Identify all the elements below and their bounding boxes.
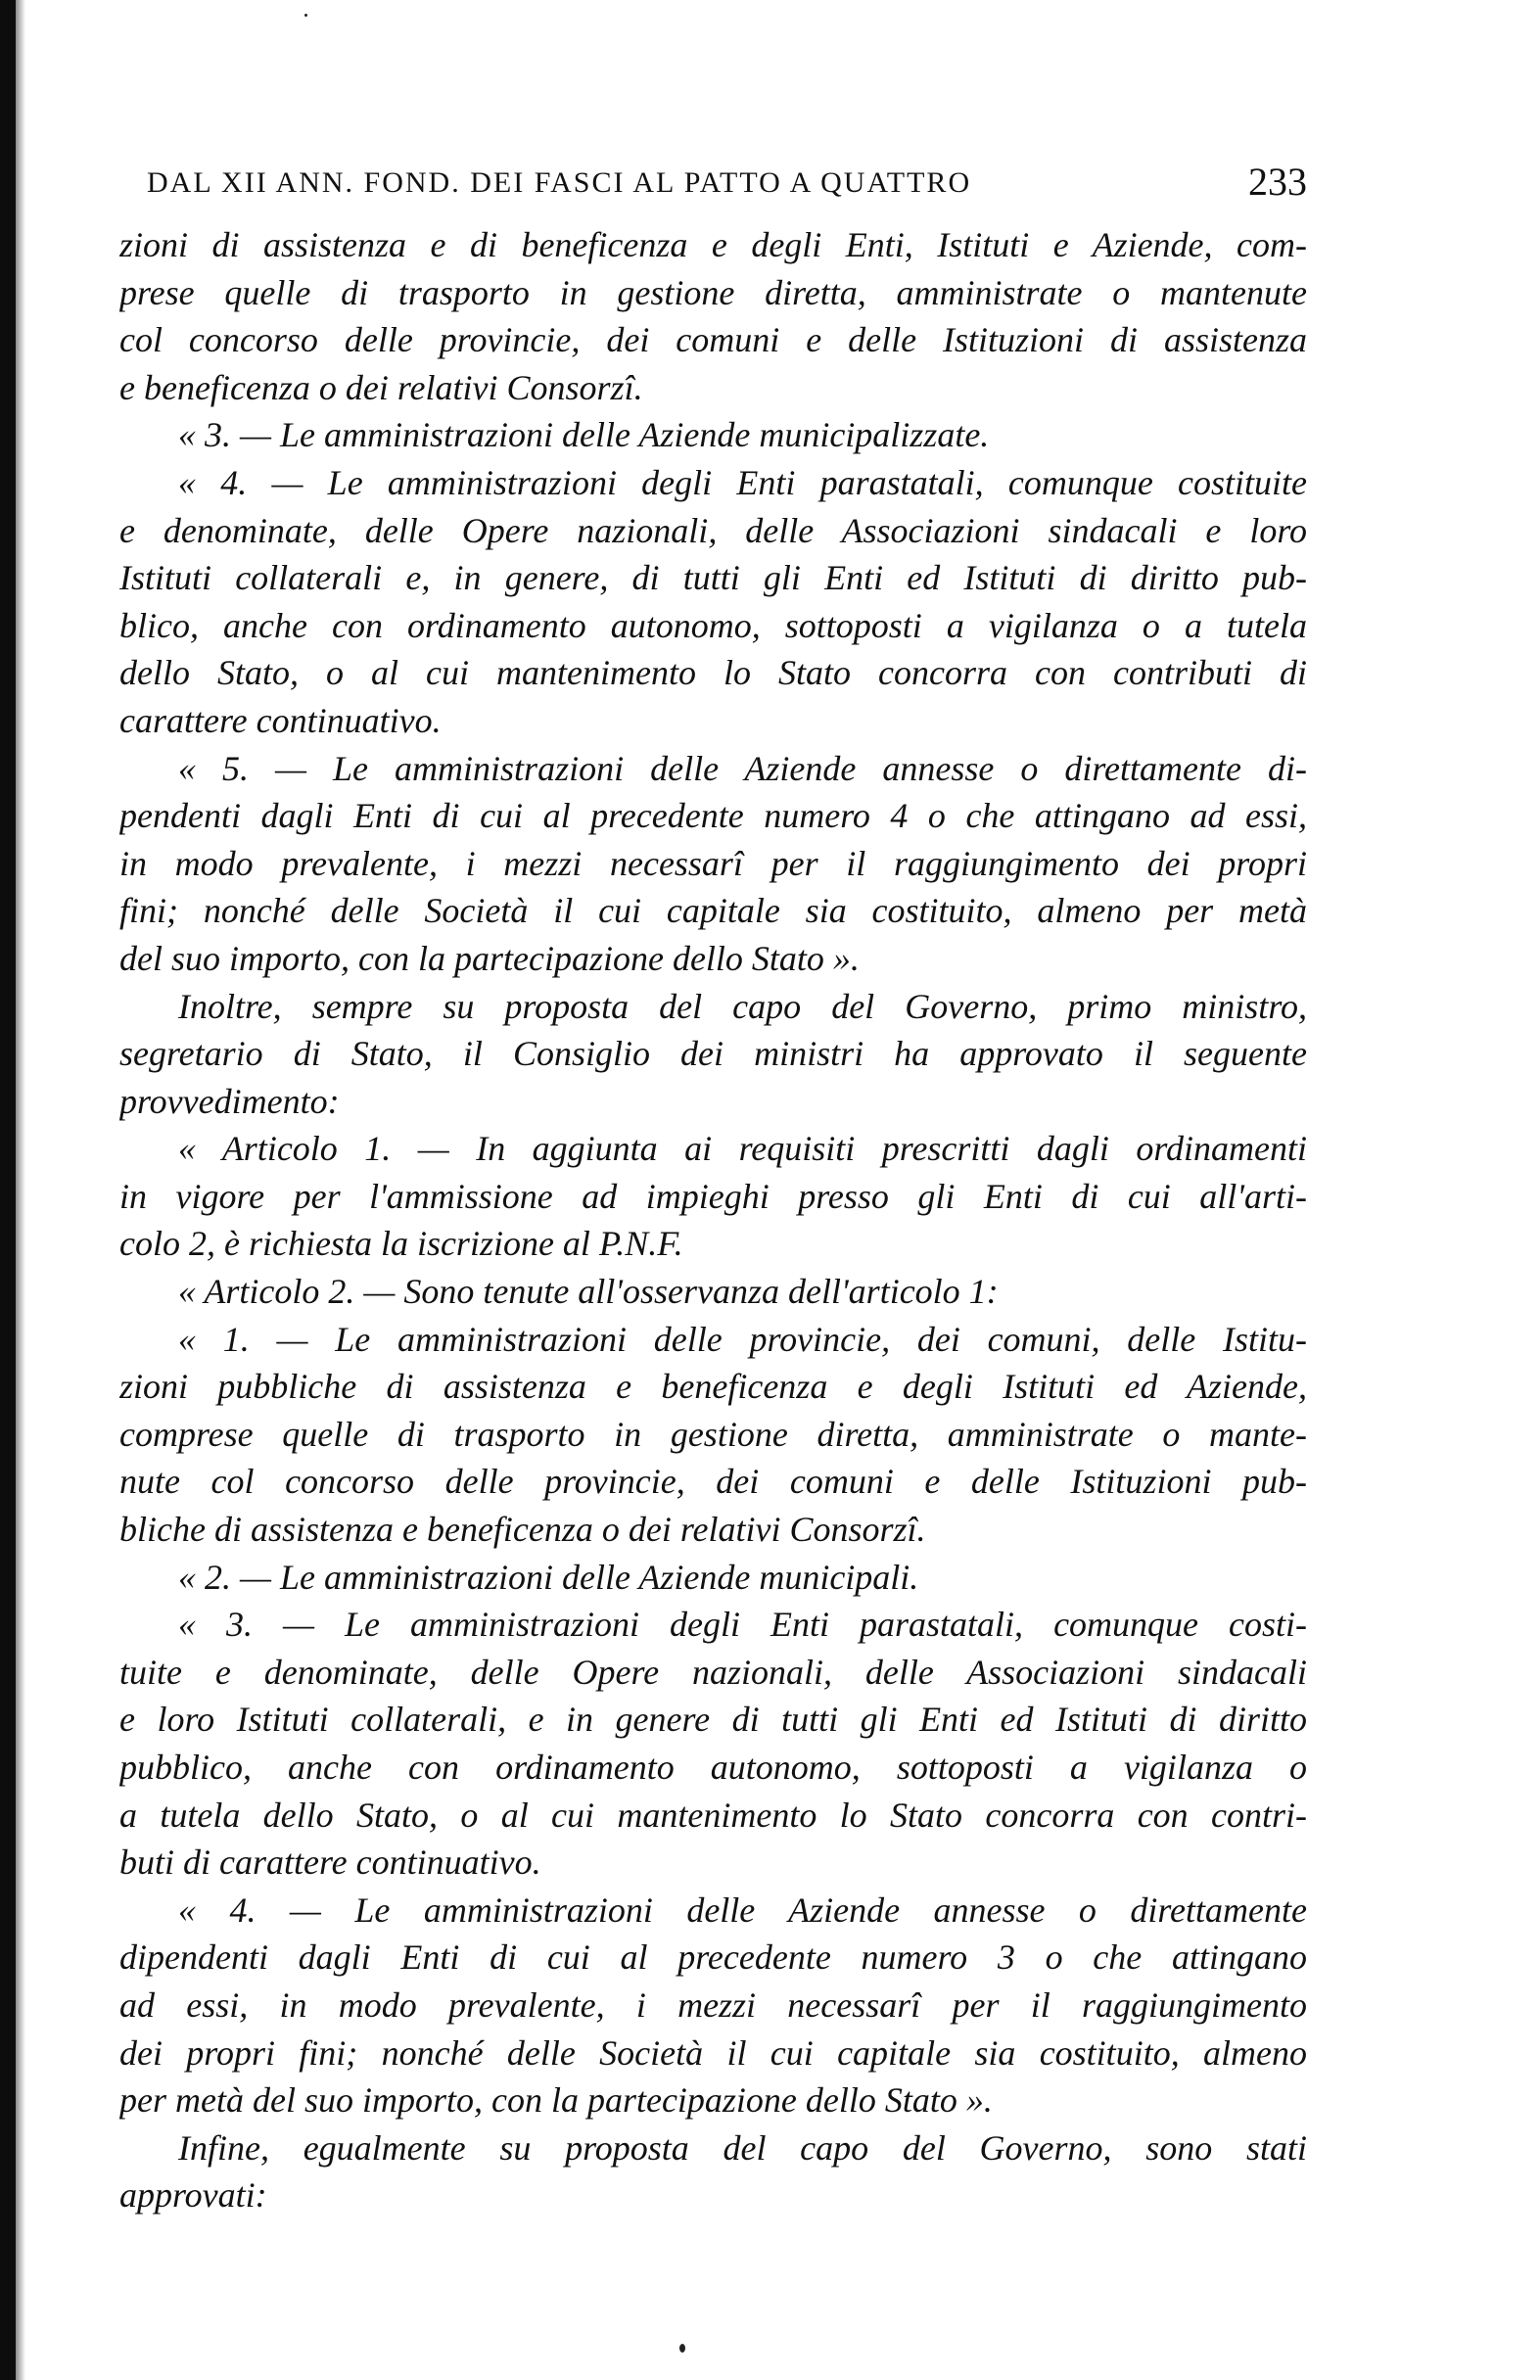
running-title: DAL XII ANN. FOND. DEI FASCI AL PATTO A QUATTRO bbox=[147, 166, 972, 199]
text-line: « 1. — Le amministrazioni delle provincie, dei comuni, delle Istitu- bbox=[178, 1319, 1307, 1359]
text-line: col concorso delle provincie, dei comuni e delle Istituzioni di assistenza bbox=[119, 320, 1307, 360]
text-line: « 3. — Le amministrazioni degli Enti parastatali, comunque costi- bbox=[178, 1605, 1307, 1645]
text-line: « 2. — Le amministrazioni delle Aziende municipali. bbox=[178, 1557, 919, 1597]
text-line: dei propri fini; nonché delle Società il cui capitale sia costituito, almeno bbox=[119, 2032, 1307, 2073]
text-line: dipendenti dagli Enti di cui al precedente numero 3 o che attingano bbox=[119, 1937, 1307, 1978]
text-line: « 4. — Le amministrazioni delle Aziende annesse o direttamente bbox=[178, 1890, 1307, 1930]
text-line: buti di carattere continuativo. bbox=[119, 1843, 541, 1883]
text-line: blico, anche con ordinamento autonomo, sottoposti a vigilanza o a tutela bbox=[119, 605, 1307, 645]
text-line: approvati: bbox=[119, 2175, 267, 2216]
text-line: e denominate, delle Opere nazionali, delle Associazioni sindacali e loro bbox=[119, 510, 1307, 550]
ink-speck bbox=[304, 14, 307, 17]
text-line: bliche di assistenza e beneficenza o dei relativi Consorzî. bbox=[119, 1510, 926, 1550]
text-line: pendenti dagli Enti di cui al precedente numero 4 o che attingano ad essi, bbox=[119, 796, 1307, 836]
text-line: tuite e denominate, delle Opere nazionali, delle Associazioni sindacali bbox=[119, 1652, 1307, 1692]
text-line: ad essi, in modo prevalente, i mezzi necessarî per il raggiungimento bbox=[119, 1984, 1307, 2025]
text-line: del suo importo, con la partecipazione dello Stato ». bbox=[119, 938, 860, 978]
text-line: per metà del suo importo, con la partecipazione dello Stato ». bbox=[119, 2080, 993, 2121]
text-line: « Articolo 1. — In aggiunta ai requisiti prescritti dagli ordinamenti bbox=[178, 1129, 1307, 1169]
text-line: zioni pubbliche di assistenza e beneficenza e degli Istituti ed Aziende, bbox=[119, 1367, 1307, 1407]
text-line: « 3. — Le amministrazioni delle Aziende municipalizzate. bbox=[178, 415, 990, 455]
text-line: « 5. — Le amministrazioni delle Aziende annesse o direttamente di- bbox=[178, 748, 1307, 788]
binding-shadow bbox=[16, 0, 25, 2380]
book-binding-edge bbox=[0, 0, 16, 2380]
text-line: provvedimento: bbox=[119, 1081, 340, 1121]
ink-speck bbox=[679, 2344, 685, 2353]
text-line: a tutela dello Stato, o al cui mantenimento lo Stato concorra con contri- bbox=[119, 1795, 1307, 1835]
text-line: prese quelle di trasporto in gestione diretta, amministrate o mantenute bbox=[119, 272, 1307, 312]
text-line: e loro Istituti collaterali, e in genere di tutti gli Enti ed Istituti di diritto bbox=[119, 1700, 1307, 1740]
text-line: e beneficenza o dei relativi Consorzî. bbox=[119, 367, 643, 407]
text-line: « Articolo 2. — Sono tenute all'osservanza dell'articolo 1: bbox=[178, 1272, 999, 1312]
page-number: 233 bbox=[1248, 160, 1307, 204]
body-text bbox=[119, 221, 1307, 2219]
text-line: in vigore per l'ammissione ad impieghi presso gli Enti di cui all'arti- bbox=[119, 1176, 1307, 1216]
text-line: Infine, egualmente su proposta del capo del Governo, sono stati bbox=[178, 2127, 1307, 2168]
text-line: colo 2, è richiesta la iscrizione al P.N.F. bbox=[119, 1224, 683, 1264]
running-head bbox=[147, 159, 1307, 208]
text-line: nute col concorso delle provincie, dei comuni e delle Istituzioni pub- bbox=[119, 1462, 1307, 1502]
text-line: carattere continuativo. bbox=[119, 700, 442, 740]
text-line: segretario di Stato, il Consiglio dei ministri ha approvato il seguente bbox=[119, 1034, 1307, 1074]
text-line: « 4. — Le amministrazioni degli Enti parastatali, comunque costituite bbox=[178, 462, 1307, 502]
text-line: in modo prevalente, i mezzi necessarî per il raggiungimento dei propri bbox=[119, 843, 1307, 883]
text-line: comprese quelle di trasporto in gestione diretta, amministrate o mante- bbox=[119, 1414, 1307, 1454]
text-line: pubblico, anche con ordinamento autonomo, sottoposti a vigilanza o bbox=[119, 1748, 1307, 1787]
text-line: Inoltre, sempre su proposta del capo del Governo, primo ministro, bbox=[178, 986, 1307, 1026]
text-line: Istituti collaterali e, in genere, di tutti gli Enti ed Istituti di diritto pub- bbox=[119, 558, 1307, 598]
text-line: fini; nonché delle Società il cui capitale sia costituito, almeno per metà bbox=[119, 891, 1307, 931]
text-line: dello Stato, o al cui mantenimento lo Stato concorra con contributi di bbox=[119, 653, 1307, 693]
text-line: zioni di assistenza e di beneficenza e degli Enti, Istituti e Aziende, com- bbox=[119, 225, 1307, 264]
